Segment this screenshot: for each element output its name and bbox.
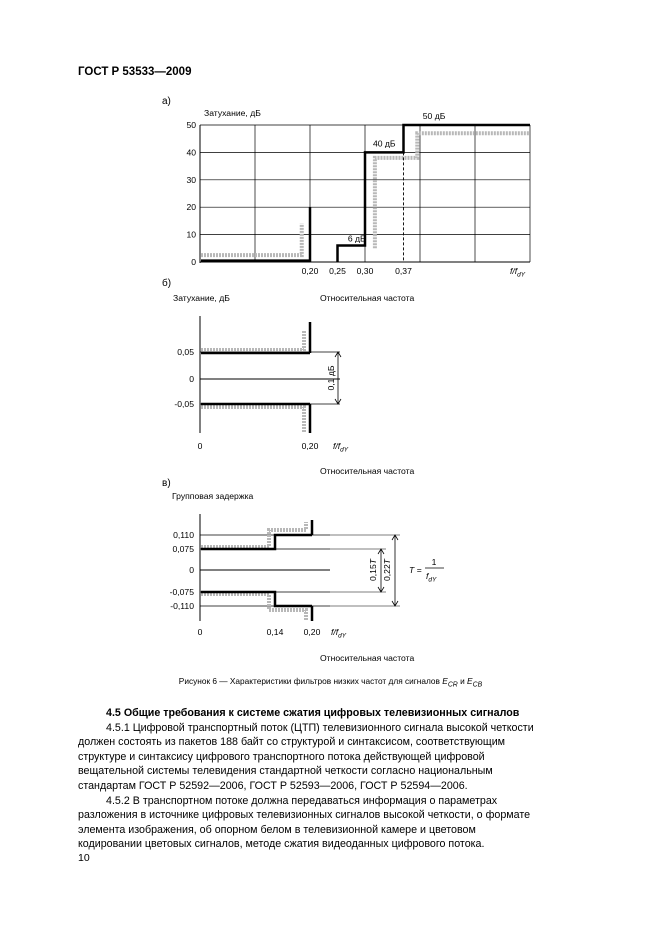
paragraph-4-5-1: 4.5.1 Цифровой транспортный поток (ЦТП) телевизионного сигнала высокой четкости должен состоять из пакетов 188 байт со структурой и синтаксисом, соответствующим структуре и синтаксису цифрового транспортного потока действующей цифровой вещательной системы телевидения стандартной четкости согласно национальным стандартам ГОСТ Р 52592—2006, ГОСТ Р 52593—2006, ГОСТ Р 52594—2006.: [78, 721, 534, 792]
document-id: ГОСТ Р 53533—2009: [78, 66, 192, 78]
response-band: [201, 594, 306, 621]
mask-line: [338, 125, 531, 262]
y-tick-label: -0,05: [174, 399, 194, 409]
dimension-label-022t: 0,22T: [382, 559, 392, 581]
level-label-40db: 40 дБ: [372, 138, 396, 149]
response-band: [201, 330, 304, 350]
page-number: 10: [78, 852, 90, 864]
figure-caption: [0, 676, 661, 689]
response-band: [201, 224, 302, 256]
y-tick-label: 0,05: [177, 347, 194, 357]
x-tick-label: 0,25: [329, 266, 346, 276]
formula-denominator: $f_{dY}$: [426, 571, 437, 584]
figure-b-footer: Относительная частота: [320, 466, 415, 476]
x-tick-label: 0: [197, 441, 203, 451]
y-tick-label: 0: [191, 257, 196, 267]
y-tick-label: -0,110: [170, 601, 194, 611]
figure-a-xlabel: $f/f_{dY}$: [510, 266, 526, 279]
y-tick-label: 30: [186, 174, 196, 185]
figure-b-xlabel: $f/f_{dY}$: [333, 441, 349, 454]
x-tick-label: 0,20: [301, 266, 319, 276]
y-tick-label: 0,075: [172, 544, 194, 554]
level-label-6db: 6 дБ: [347, 233, 366, 244]
y-tick-label: -0,075: [169, 587, 194, 597]
y-tick-label: 50: [186, 120, 196, 130]
x-tick-label: 0,20: [301, 441, 319, 451]
x-tick-label: 0,30: [356, 266, 374, 276]
response-band: [372, 133, 529, 248]
paragraph-4-5-2: 4.5.2 В транспортном потоке должна передаваться информация о параметрах разложения в источнике цифровых телевизионных сигналов высокой четкости, о формате элемента изображения, об опорном белом в телевизионной камере и цветовом кодировании цветовых сигналов, методе сжатия видеоданных цифрового потока.: [78, 794, 531, 851]
y-tick-label: 40: [186, 147, 196, 158]
formula-lhs: T =: [409, 565, 422, 575]
figure-c-xlabel: $f/f_{dY}$: [331, 627, 347, 640]
dimension-label: 0,1 дБ: [326, 365, 336, 391]
level-label-50db: 50 дБ: [422, 111, 446, 121]
y-tick-label: 0,110: [173, 530, 194, 540]
x-tick-label: 0,37: [395, 266, 412, 276]
y-tick-label: 20: [186, 202, 196, 213]
y-tick-label: 0: [189, 565, 194, 575]
caption-signal-1: $E_{CR}$: [442, 676, 458, 689]
figure-c-ylabel: Групповая задержка: [172, 491, 254, 501]
figure-b-letter: б): [162, 278, 172, 289]
figure-c-letter: в): [162, 478, 171, 489]
caption-signal-2: $E_{CB}$: [467, 676, 483, 689]
y-tick-label: 0: [189, 374, 194, 384]
figure-b-note: Относительная частота: [320, 293, 415, 303]
x-tick-label: 0,20: [303, 627, 321, 637]
formula-numerator: 1: [431, 557, 437, 567]
dimension-label-015t: 0,15T: [368, 559, 378, 581]
x-tick-label: 0,14: [266, 627, 284, 637]
caption-and: и: [457, 676, 468, 686]
section-heading: 4.5 Общие требования к системе сжатия цифровых телевизионных сигналов: [106, 707, 520, 719]
response-band: [201, 407, 304, 433]
section-4-5: [78, 706, 534, 852]
caption-text: Рисунок 6 — Характеристики фильтров низких частот для сигналов: [178, 676, 443, 686]
y-tick-label: 10: [186, 229, 196, 240]
figure-b-ylabel: Затухание, дБ: [173, 293, 230, 303]
x-tick-label: 0: [197, 627, 203, 637]
figure-c-footer: Относительная частота: [320, 653, 415, 663]
figure-a-ylabel: Затухание, дБ: [204, 108, 261, 118]
figure-a-letter: а): [162, 96, 171, 107]
